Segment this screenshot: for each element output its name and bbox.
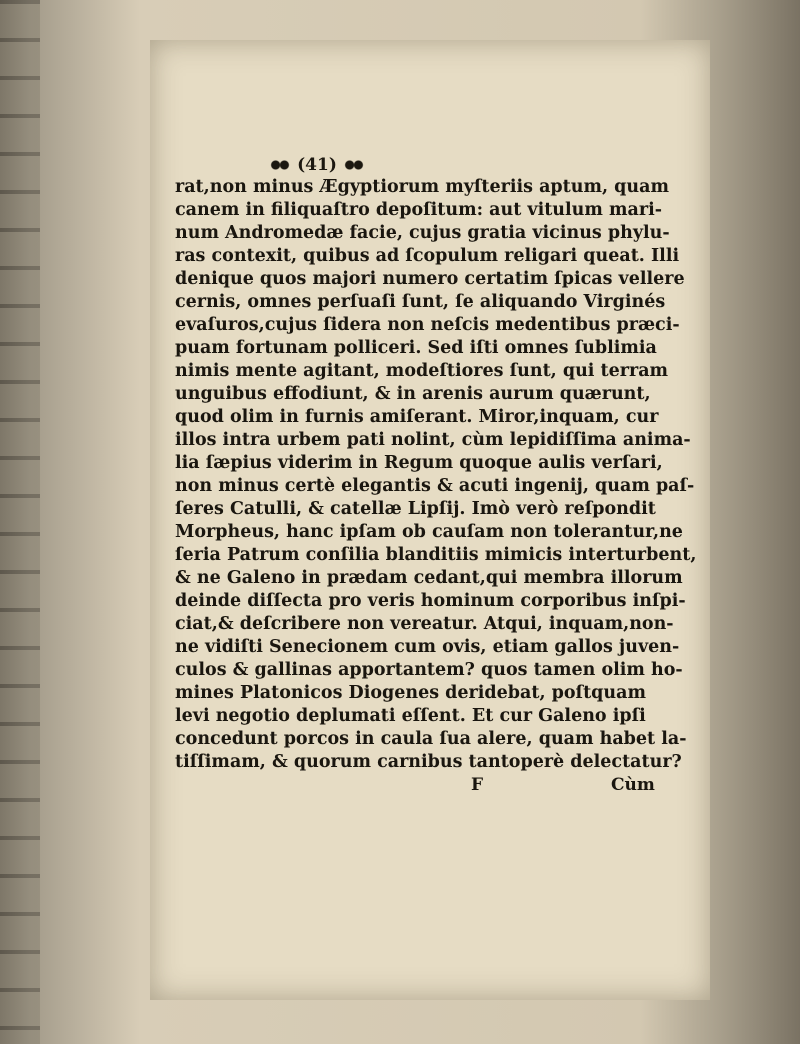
text-line: ſeres Catulli, & catellæ Lipſij. Imò verò reſpondit xyxy=(175,499,656,519)
body-text xyxy=(175,176,697,798)
text-line: puam fortunam polliceri. Sed iſti omnes ſublimia xyxy=(175,338,657,358)
signature-mark: F xyxy=(471,775,484,795)
text-line: deinde diſſecta pro veris hominum corporibus inſpi- xyxy=(175,591,686,611)
text-line: ſeria Patrum conſilia blanditiis mimicis interturbent, xyxy=(175,545,697,565)
text-line: concedunt porcos in caula ſua alere, quam habet la- xyxy=(175,729,687,749)
text-line: levi negotio deplumati eſſent. Et cur Galeno ipſi xyxy=(175,706,646,726)
text-line: cernis, omnes perſuaſi ſunt, ſe aliquando Virginés xyxy=(175,292,666,312)
ornament-left-icon xyxy=(269,157,291,173)
catchword: Cùm xyxy=(611,775,655,795)
text-line: quod olim in furnis amiſerant. Miror,inquam, cur xyxy=(175,407,659,427)
ornament-right-icon xyxy=(343,157,365,173)
page-number: (41) xyxy=(297,155,337,175)
text-line: non minus certè elegantis & acuti ingenij, quam paſ- xyxy=(175,476,695,496)
text-line: illos intra urbem pati nolint, cùm lepidiſſima anima- xyxy=(175,430,691,450)
text-line: ciat,& deſcribere non vereatur. Atqui, inquam,non- xyxy=(175,614,674,634)
text-line: ne vidiſti Senecionem cum ovis, etiam gallos juven- xyxy=(175,637,680,657)
text-line: lia ſæpius viderim in Regum quoque aulis verſari, xyxy=(175,453,663,473)
text-line: ras contexit, quibus ad ſcopulum religari queat. Illi xyxy=(175,246,680,266)
text-line: & ne Galeno in prædam cedant,qui membra illorum xyxy=(175,568,683,588)
text-line: canem in filiquaſtro depoſitum: aut vitulum mari- xyxy=(175,200,663,220)
text-line: num Andromedæ facie, cujus gratia vicinus phylu- xyxy=(175,223,670,243)
book-binding-edge xyxy=(0,0,40,1044)
text-line: tiſſimam, & quorum carnibus tantoperè delectatur? xyxy=(175,752,682,772)
text-line: Morpheus, hanc ipſam ob cauſam non tolerantur,ne xyxy=(175,522,683,542)
text-line: mines Platonicos Diogenes deridebat, poſtquam xyxy=(175,683,646,703)
page-footer xyxy=(175,774,675,798)
text-line: culos & gallinas apportantem? quos tamen olim ho- xyxy=(175,660,683,680)
text-line: evaſuros,cujus ſidera non neſcis medentibus præci- xyxy=(175,315,680,335)
text-line: unguibus effodiunt, & in arenis aurum quærunt, xyxy=(175,384,651,404)
text-line: denique quos majori numero certatim ſpicas vellere xyxy=(175,269,685,289)
text-line: nimis mente agitant, modeſtiores ſunt, qui terram xyxy=(175,361,669,381)
text-line: rat,non minus Ægyptiorum myſteriis aptum, quam xyxy=(175,177,669,197)
